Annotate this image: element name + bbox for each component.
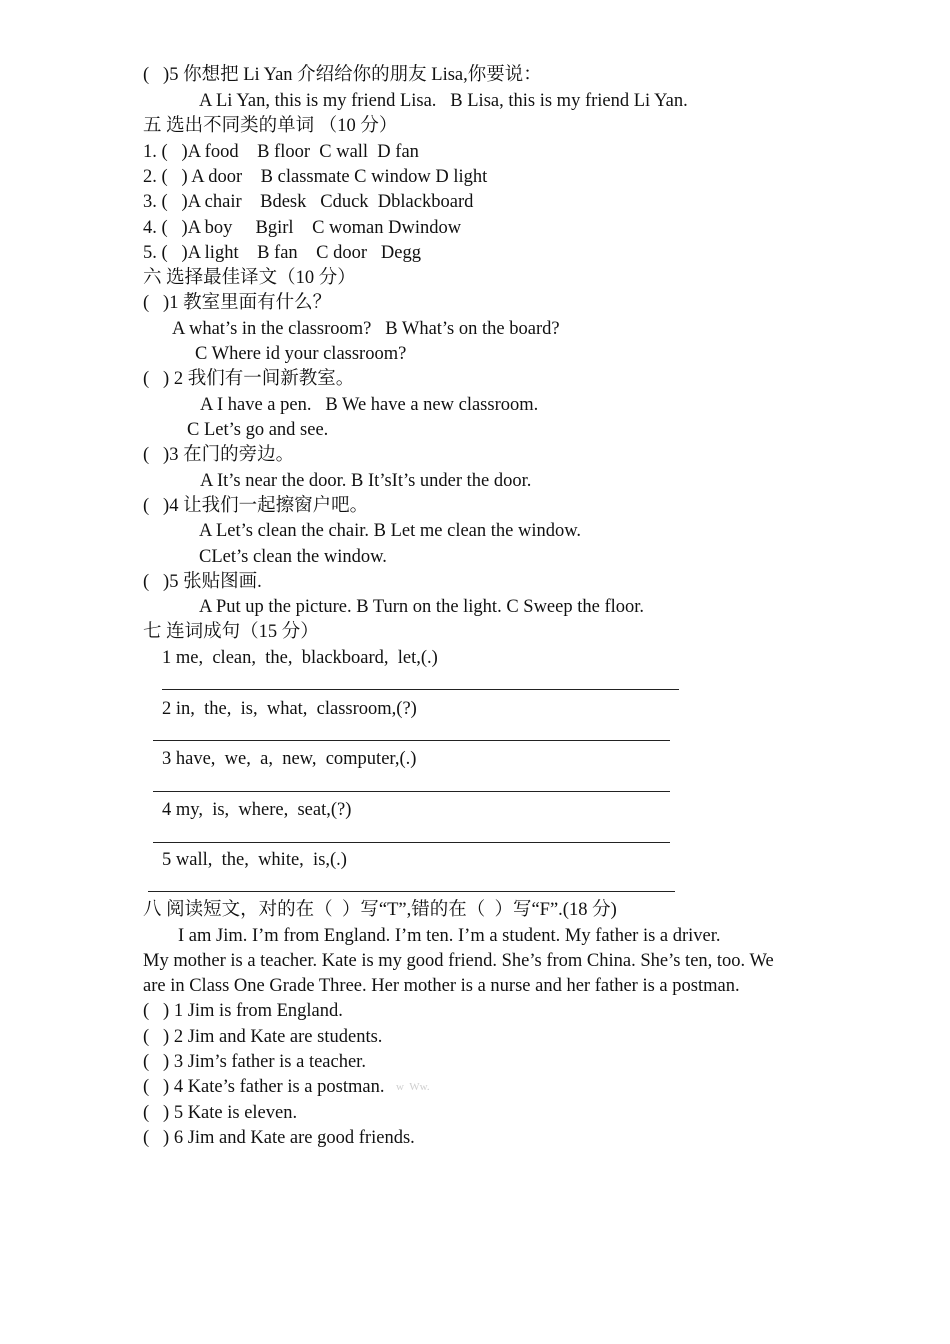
section-7-heading: 七 连词成句（15 分） (143, 622, 319, 642)
s6-question-1-options-ab: A what’s in the classroom? B What’s on the board? (172, 319, 560, 339)
s6-question-3-options: A It’s near the door. B It’sIt’s under the door. (200, 471, 532, 491)
s6-question-4: ( )4 让我们一起擦窗户吧。 (143, 496, 369, 516)
section-6-heading: 六 选择最佳译文（10 分） (143, 268, 356, 288)
s5-item-5: 5. ( )A light B fan C door Degg (143, 243, 421, 263)
s7-answer-line-2[interactable] (153, 740, 670, 741)
section-8-heading: 八 阅读短文，对的在（ ）写“T”,错的在（ ）写“F”.(18 分) (143, 900, 617, 920)
s6-question-1: ( )1 教室里面有什么？ (143, 293, 332, 313)
s8-item-1: ( ) 1 Jim is from England. (143, 1001, 343, 1021)
section-5-heading: 五 选出不同类的单词 （10 分） (143, 116, 398, 136)
s6-question-5: ( )5 张贴图画. (143, 572, 262, 592)
s8-passage-line-2: My mother is a teacher. Kate is my good friend. She’s from China. She’s ten, too. We (143, 951, 774, 971)
s6-question-1-option-c: C Where id your classroom? (195, 344, 407, 364)
s6-question-5-options: A Put up the picture. B Turn on the light. C Sweep the floor. (199, 597, 645, 617)
s4-question-5-options: A Li Yan, this is my friend Lisa. B Lisa, this is my friend Li Yan. (199, 91, 688, 111)
s7-item-5: 5 wall, the, white, is,(.) (162, 850, 347, 870)
s7-answer-line-4[interactable] (153, 842, 670, 843)
s5-item-3: 3. ( )A chair Bdesk Cduck Dblackboard (143, 192, 474, 212)
s6-question-2-options-ab: A I have a pen. B We have a new classroom. (200, 395, 539, 415)
s6-question-4-options-ab: A Let’s clean the chair. B Let me clean the window. (199, 521, 582, 541)
s8-item-3: ( ) 3 Jim’s father is a teacher. (143, 1052, 366, 1072)
s7-answer-line-1[interactable] (162, 689, 679, 690)
s6-question-4-option-c: CLet’s clean the window. (199, 547, 387, 567)
s7-item-3: 3 have, we, a, new, computer,(.) (162, 749, 417, 769)
s8-item-6: ( ) 6 Jim and Kate are good friends. (143, 1128, 415, 1148)
s7-answer-line-5[interactable] (148, 891, 675, 892)
s6-question-3: ( )3 在门的旁边。 (143, 445, 295, 465)
s7-item-4: 4 my, is, where, seat,(?) (162, 800, 352, 820)
faint-watermark: w Ww. (396, 1081, 430, 1093)
s8-item-2: ( ) 2 Jim and Kate are students. (143, 1027, 383, 1047)
s7-item-2: 2 in, the, is, what, classroom,(?) (162, 699, 417, 719)
s5-item-2: 2. ( ) A door B classmate C window D light (143, 167, 488, 187)
s4-question-5: ( )5 你想把 Li Yan 介绍给你的朋友 Lisa,你要说： (143, 65, 542, 85)
s7-item-1: 1 me, clean, the, blackboard, let,(.) (162, 648, 438, 668)
s8-item-5: ( ) 5 Kate is eleven. (143, 1103, 298, 1123)
s8-passage-line-3: are in Class One Grade Three. Her mother is a nurse and her father is a postman. (143, 976, 740, 996)
s8-item-4: ( ) 4 Kate’s father is a postman. (143, 1077, 385, 1097)
s8-passage-line-1: I am Jim. I’m from England. I’m ten. I’m a student. My father is a driver. (178, 926, 721, 946)
s5-item-4: 4. ( )A boy Bgirl C woman Dwindow (143, 218, 462, 238)
s7-answer-line-3[interactable] (153, 791, 670, 792)
s5-item-1: 1. ( )A food B floor C wall D fan (143, 142, 419, 162)
s6-question-2: ( ) 2 我们有一间新教室。 (143, 369, 355, 389)
s6-question-2-option-c: C Let’s go and see. (187, 420, 329, 440)
